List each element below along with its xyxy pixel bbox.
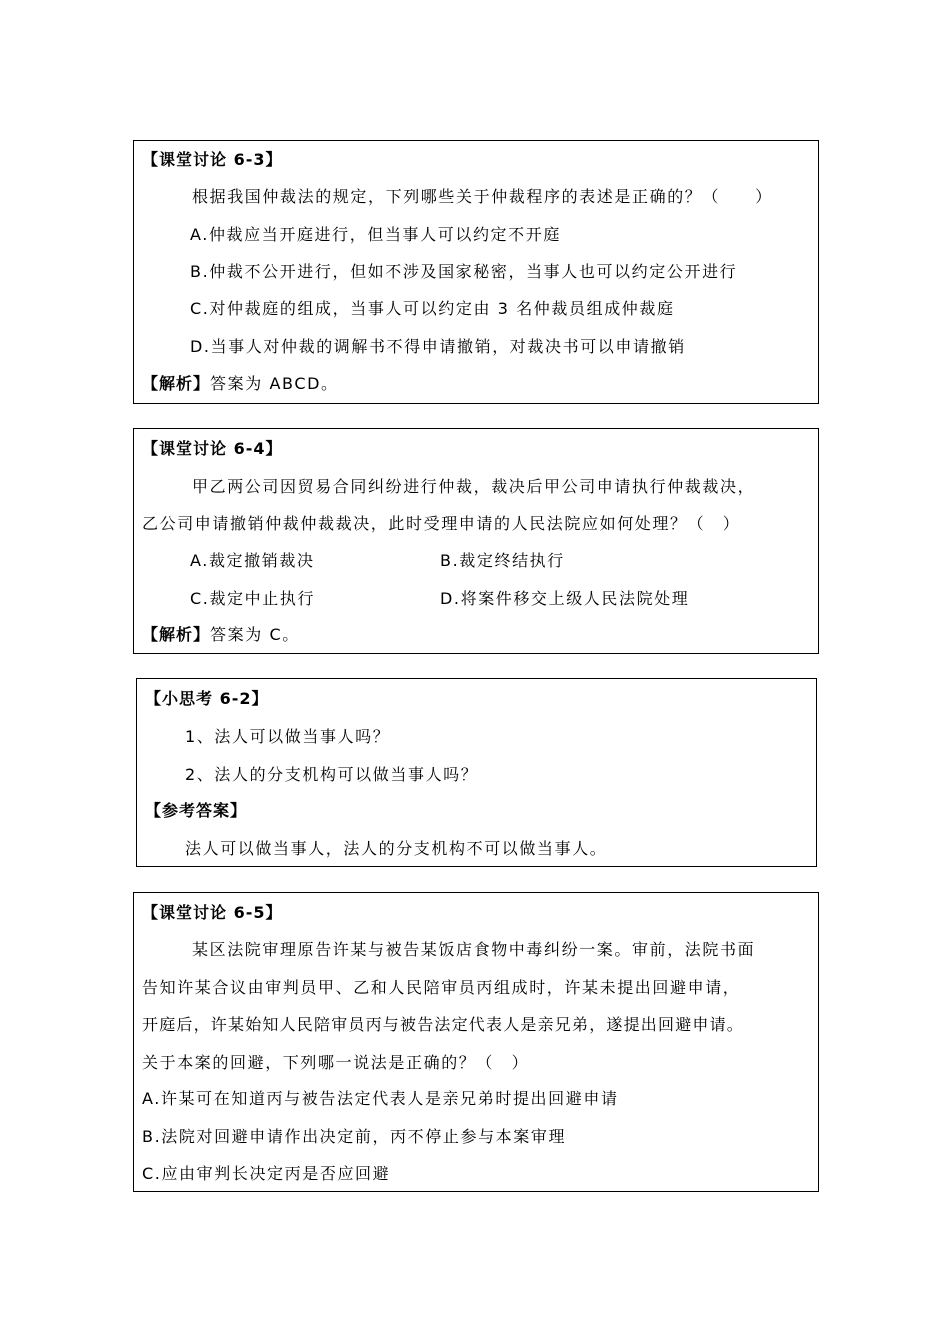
discussion-6-5-question-line-1: 某区法院审理原告许某与被告某饭店食物中毒纠纷一案。审前，法院书面	[192, 940, 756, 959]
discussion-6-4-option-b: B.裁定终结执行	[440, 551, 565, 570]
discussion-6-5-option-b: B.法院对回避申请作出决定前，丙不停止参与本案审理	[142, 1127, 567, 1146]
discussion-6-3-heading: 【课堂讨论 6-3】	[142, 150, 283, 169]
discussion-6-4-question-line-1: 甲乙两公司因贸易合同纠纷进行仲裁，裁决后甲公司申请执行仲裁裁决，	[192, 477, 756, 496]
discussion-6-3-question: 根据我国仲裁法的规定，下列哪些关于仲裁程序的表述是正确的？（ ）	[192, 187, 773, 206]
analysis-label: 【解析】	[142, 374, 211, 393]
discussion-6-4-box	[133, 428, 819, 654]
discussion-6-5-option-a: A.许某可在知道丙与被告法定代表人是亲兄弟时提出回避申请	[142, 1089, 619, 1108]
discussion-6-4-option-a: A.裁定撤销裁决	[190, 551, 315, 570]
discussion-6-5-heading: 【课堂讨论 6-5】	[142, 903, 283, 922]
thinking-6-2-question-2: 2、法人的分支机构可以做当事人吗？	[185, 765, 479, 784]
discussion-6-3-box	[133, 140, 819, 404]
discussion-6-3-option-c: C.对仲裁庭的组成，当事人可以约定由 3 名仲裁员组成仲裁庭	[190, 299, 675, 318]
thinking-6-2-answer-text: 法人可以做当事人，法人的分支机构不可以做当事人。	[185, 839, 608, 858]
analysis-text: 答案为 C。	[210, 625, 300, 644]
analysis-text: 答案为 ABCD。	[210, 374, 339, 393]
discussion-6-5-box	[133, 892, 819, 1192]
discussion-6-5-option-c: C.应由审判长决定丙是否应回避	[142, 1164, 391, 1183]
discussion-6-4-option-d: D.将案件移交上级人民法院处理	[440, 589, 690, 608]
discussion-6-4-question-line-2: 乙公司申请撤销仲裁仲裁裁决，此时受理申请的人民法院应如何处理？（ ）	[142, 514, 741, 533]
discussion-6-3-option-a: A.仲裁应当开庭进行，但当事人可以约定不开庭	[190, 225, 561, 244]
discussion-6-4-option-c: C.裁定中止执行	[190, 589, 316, 608]
thinking-6-2-question-1: 1、法人可以做当事人吗？	[185, 727, 391, 746]
discussion-6-5-question-line-2: 告知许某合议由审判员甲、乙和人民陪审员丙组成时，许某未提出回避申请，	[142, 978, 741, 997]
discussion-6-4-heading: 【课堂讨论 6-4】	[142, 439, 283, 458]
thinking-6-2-answer-label: 【参考答案】	[145, 801, 248, 820]
discussion-6-3-analysis	[142, 374, 339, 394]
discussion-6-3-option-b: B.仲裁不公开进行，但如不涉及国家秘密，当事人也可以约定公开进行	[190, 262, 738, 281]
discussion-6-4-analysis	[142, 625, 300, 645]
analysis-label: 【解析】	[142, 625, 211, 644]
discussion-6-3-option-d: D.当事人对仲裁的调解书不得申请撤销，对裁决书可以申请撤销	[190, 337, 686, 356]
discussion-6-5-question-line-3: 开庭后，许某始知人民陪审员丙与被告法定代表人是亲兄弟，遂提出回避申请。	[142, 1015, 745, 1034]
discussion-6-5-question-line-4: 关于本案的回避，下列哪一说法是正确的？（ ）	[142, 1053, 530, 1072]
thinking-6-2-heading: 【小思考 6-2】	[145, 689, 269, 708]
thinking-6-2-box	[136, 678, 817, 867]
